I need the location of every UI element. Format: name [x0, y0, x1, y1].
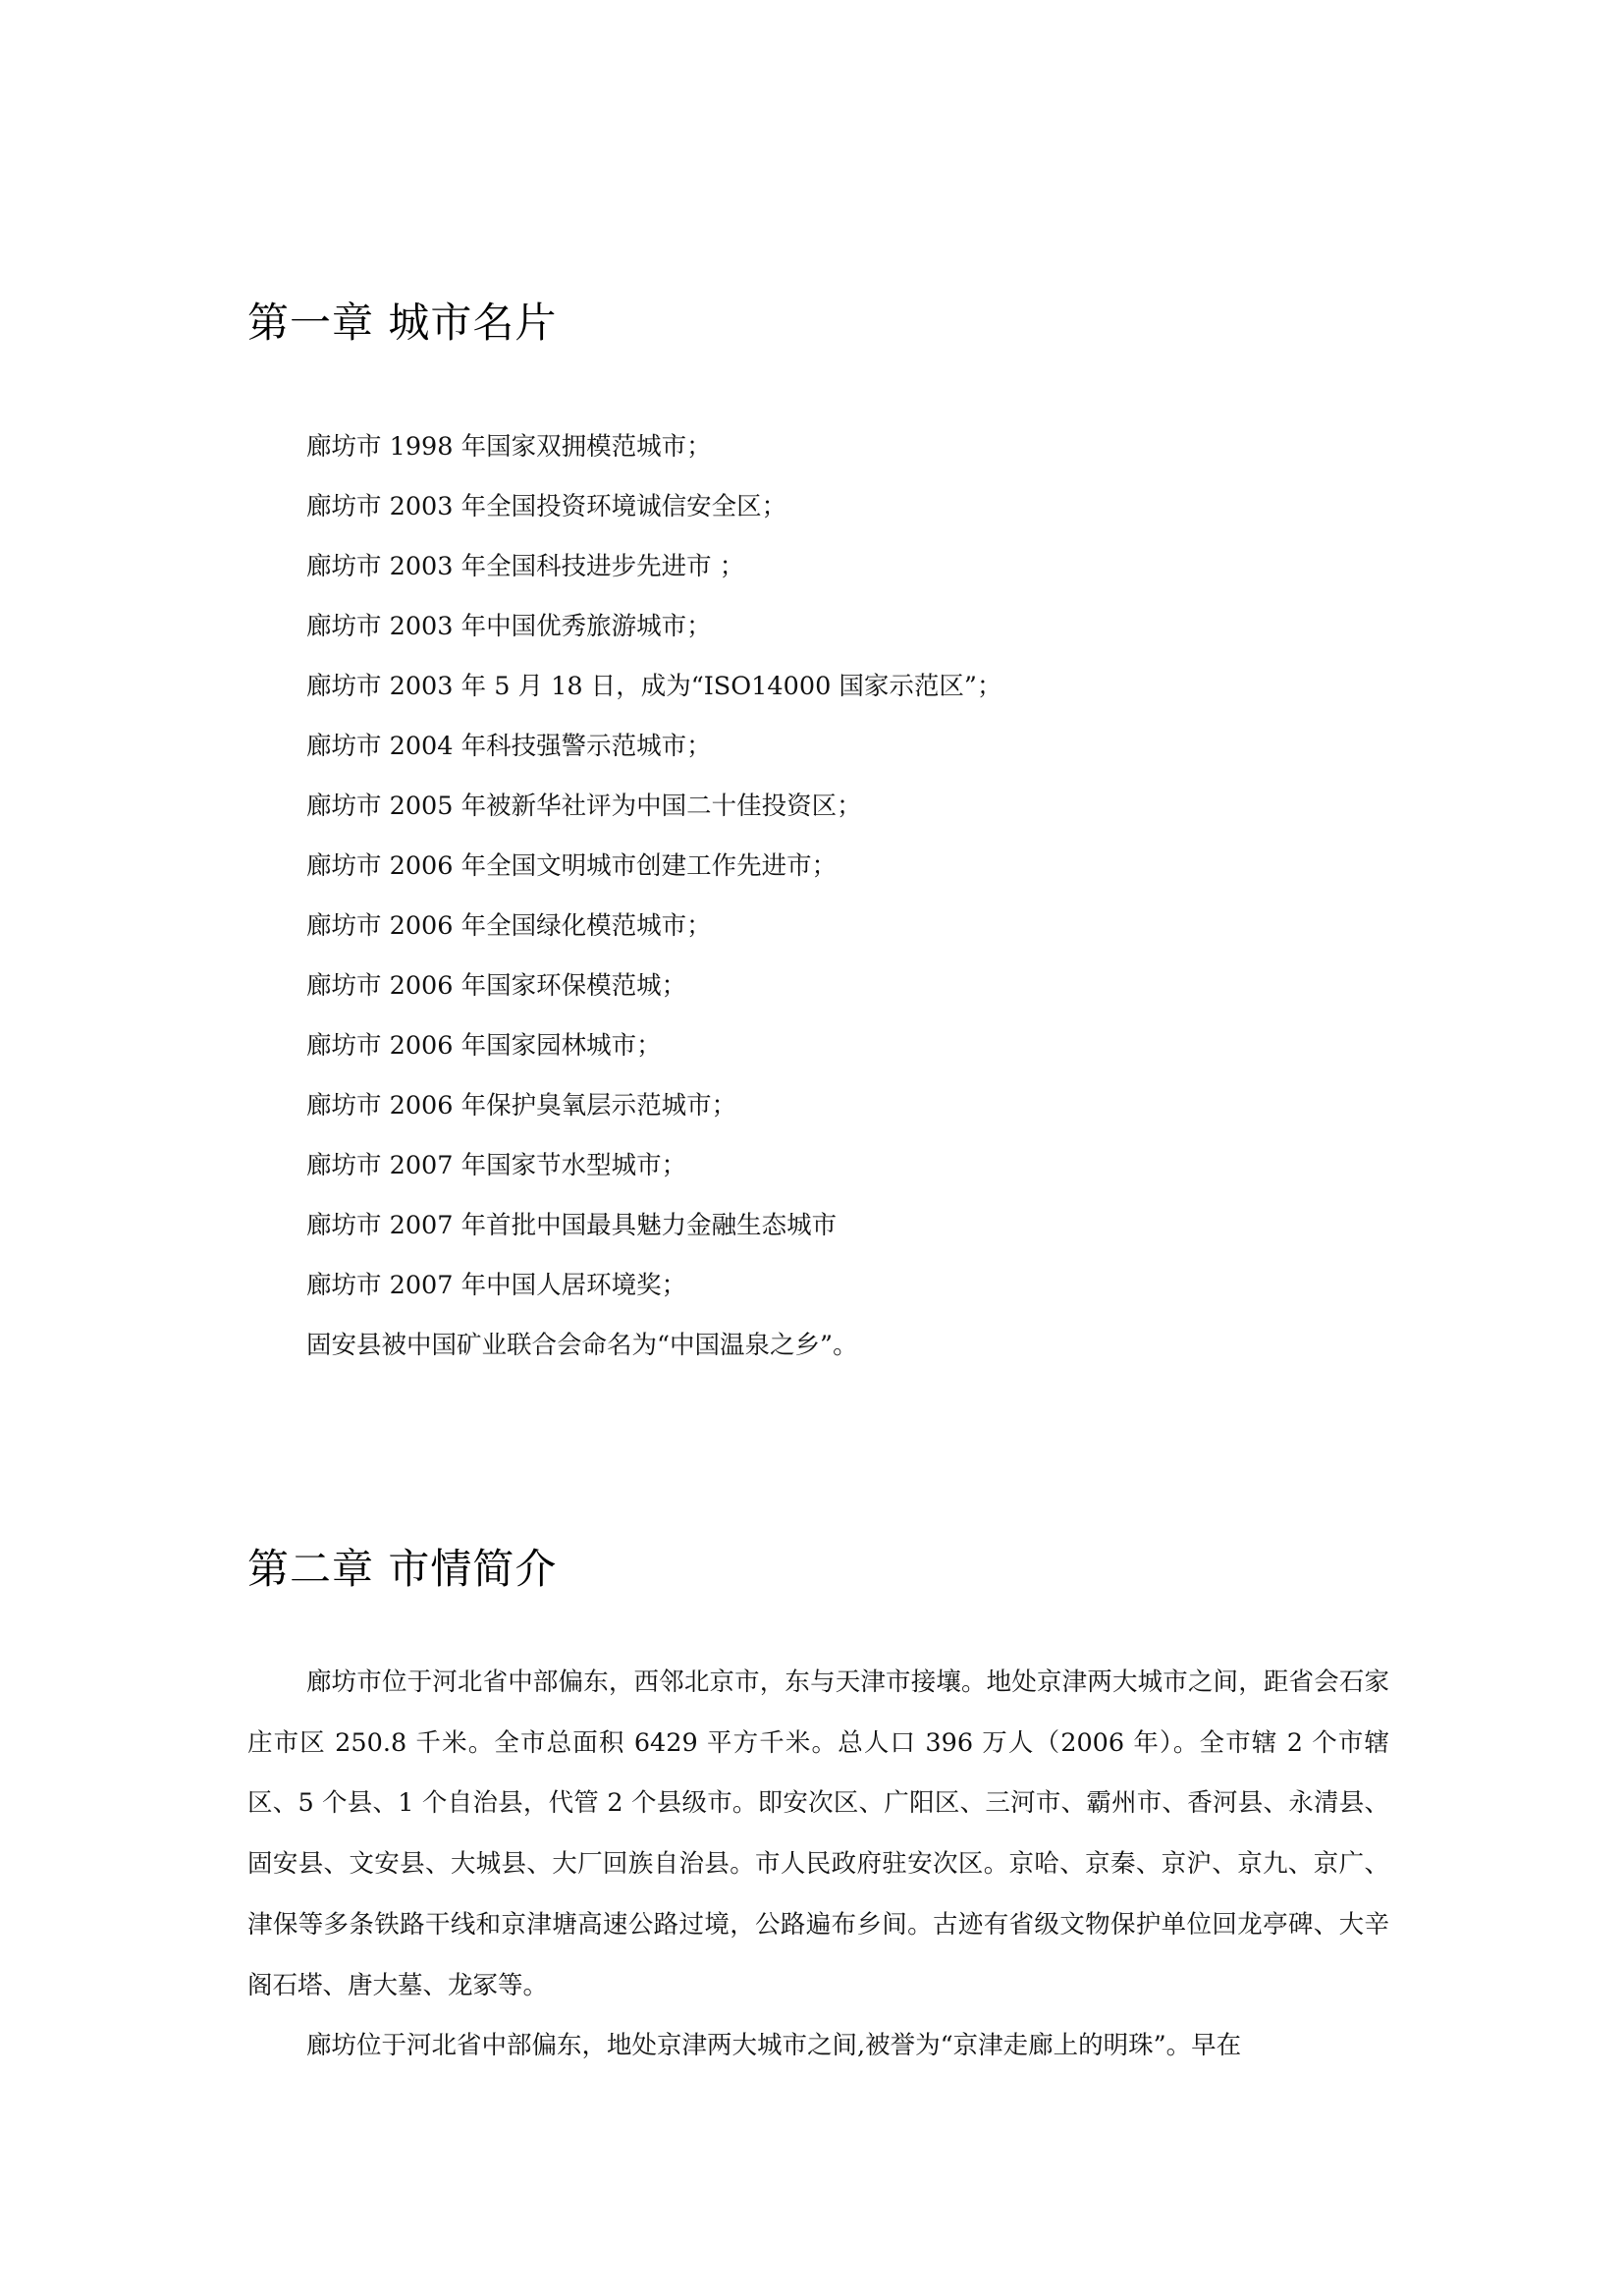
list-item: 廊坊市 2006 年全国绿化模范城市；: [306, 911, 712, 941]
list-item: 廊坊市 2007 年首批中国最具魅力金融生态城市: [306, 1211, 838, 1240]
list-item: 廊坊市 2007 年中国人居环境奖；: [306, 1271, 687, 1300]
list-item: 廊坊市 2006 年保护臭氧层示范城市；: [306, 1091, 737, 1121]
list-item: 廊坊市 2006 年全国文明城市创建工作先进市；: [306, 851, 838, 881]
list-item: 廊坊市 2006 年国家园林城市；: [306, 1031, 662, 1061]
list-item: 廊坊市 2003 年全国投资环境诚信安全区；: [306, 492, 787, 521]
list-item: 廊坊市 2007 年国家节水型城市；: [306, 1151, 687, 1180]
list-item: 廊坊市 2005 年被新华社评为中国二十佳投资区；: [306, 792, 862, 821]
list-item: 廊坊市 2003 年中国优秀旅游城市；: [306, 612, 712, 641]
city-honors-list: [306, 417, 1001, 1376]
list-item: 廊坊市 2003 年 5 月 18 日，成为“ISO14000 国家示范区”；: [306, 672, 1002, 701]
city-introduction: [247, 1653, 1389, 2077]
list-item: 廊坊市 2006 年国家环保模范城；: [306, 971, 687, 1001]
chapter-2-title: 第二章 市情简介: [247, 1545, 558, 1593]
list-item: 廊坊市 2003 年全国科技进步先进市 ；: [306, 552, 745, 581]
body-paragraph: 廊坊市位于河北省中部偏东，西邻北京市，东与天津市接壤。地处京津两大城市之间，距省会石家庄市区 250.8 千米。全市总面积 6429 平方千米。总人口 396 万人（2006 年）。全市辖 2 个市辖区、5 个县、1 个自治县，代管 2 个县级市。即安次区、广阳区、三河市、霸州市、香河县、永清县、固安县、文安县、大城县、大厂回族自治县。市人民政府驻安次区。京哈、京秦、京沪、京九、京广、津保等多条铁路干线和京津塘高速公路过境，公路遍布乡间。古迹有省级文物保护单位回龙亭碑、大辛阁石塔、唐大墓、龙冢等。: [247, 1667, 1389, 2000]
chapter-1-title: 第一章 城市名片: [247, 299, 558, 347]
list-item: 廊坊市 2004 年科技强警示范城市；: [306, 732, 712, 761]
list-item: 固安县被中国矿业联合会命名为“中国温泉之乡”。: [306, 1331, 858, 1360]
list-item: 廊坊市 1998 年国家双拥模范城市；: [306, 432, 712, 462]
body-paragraph: 廊坊位于河北省中部偏东，地处京津两大城市之间,被誉为“京津走廊上的明珠”。早在: [306, 2031, 1242, 2061]
